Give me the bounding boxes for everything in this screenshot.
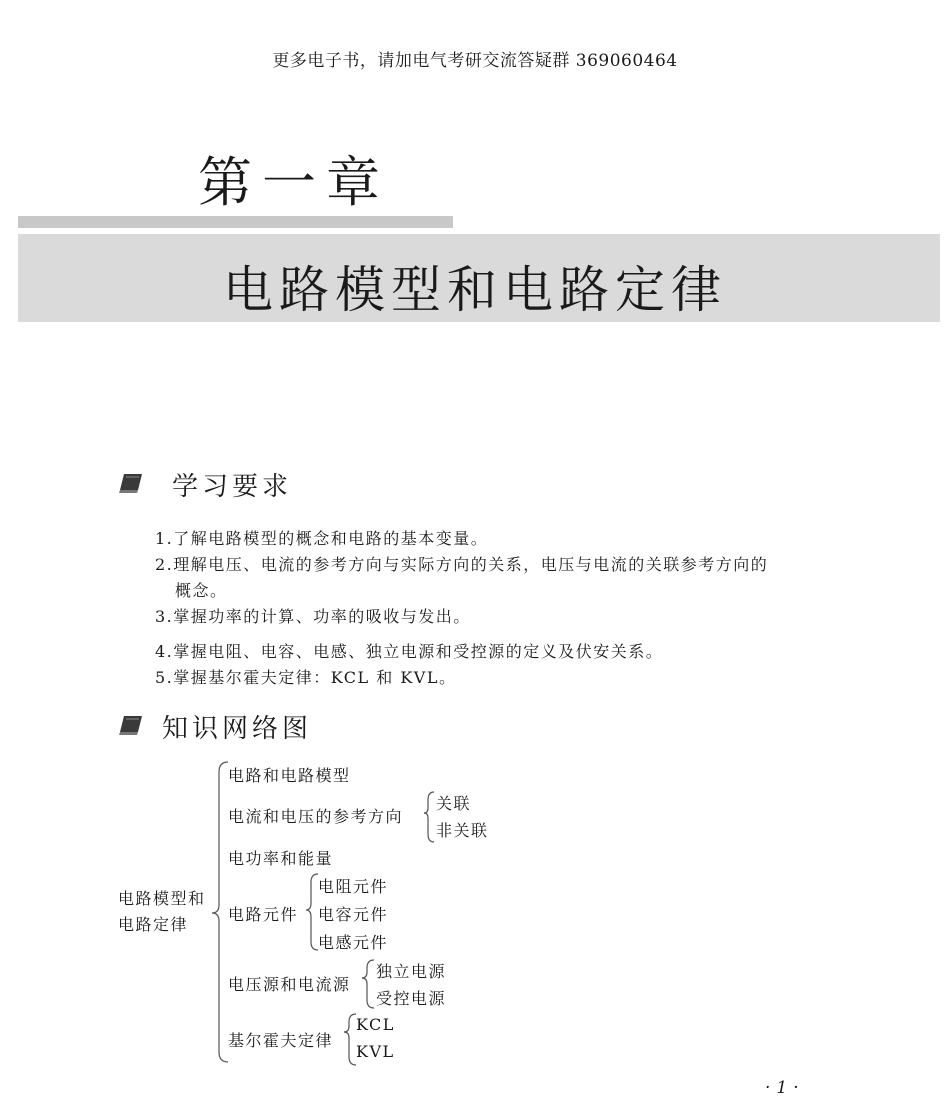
chapter-title: 电路模型和电路定律 xyxy=(223,261,727,319)
chapter-number: 第一章 xyxy=(198,151,390,214)
page-number: ·1· xyxy=(765,1078,805,1098)
map-leaf: 独立电源 xyxy=(376,962,447,981)
map-leaf: KVL xyxy=(356,1042,395,1061)
kirchhoff-brace xyxy=(344,1014,356,1065)
map-leaf: KCL xyxy=(356,1015,395,1034)
map-root-line: 电路定律 xyxy=(118,915,189,934)
ref-direction-brace xyxy=(424,792,434,842)
map-leaf: 电感元件 xyxy=(318,933,389,952)
map-leaf: 受控电源 xyxy=(376,989,447,1008)
map-leaf: 电阻元件 xyxy=(318,877,389,896)
elements-brace xyxy=(306,874,318,950)
map-leaf: 关联 xyxy=(436,794,472,813)
requirement-item: 5.掌握基尔霍夫定律：KCL 和 KVL。 xyxy=(155,668,457,687)
map-node-elements: 电路元件 xyxy=(228,905,299,924)
knowledge-map-heading: 知识网络图 xyxy=(162,714,313,744)
requirement-item: 概念。 xyxy=(175,581,228,600)
map-root-line: 电路模型和 xyxy=(118,889,206,908)
map-leaf: 电容元件 xyxy=(318,905,389,924)
map-leaf: 非关联 xyxy=(436,821,489,840)
top-banner: 更多电子书，请加电气考研交流答疑群 369060464 xyxy=(272,51,678,71)
requirement-item: 4.掌握电阻、电容、电感、独立电源和受控源的定义及伏安关系。 xyxy=(155,642,664,661)
map-node-circuit-model: 电路和电路模型 xyxy=(228,766,351,785)
map-node-kirchhoff: 基尔霍夫定律 xyxy=(228,1031,334,1050)
map-node-sources: 电压源和电流源 xyxy=(228,975,351,994)
requirement-item: 1.了解电路模型的概念和电路的基本变量。 xyxy=(155,529,489,548)
main-brace xyxy=(212,762,228,1062)
sources-brace xyxy=(362,960,374,1008)
map-node-power: 电功率和能量 xyxy=(228,849,334,868)
map-node-reference-direction: 电流和电压的参考方向 xyxy=(228,807,404,826)
requirement-item: 3.掌握功率的计算、功率的吸收与发出。 xyxy=(155,607,471,626)
requirement-item: 2.理解电压、电流的参考方向与实际方向的关系，电压与电流的关联参考方向的 xyxy=(155,555,769,574)
requirements-heading: 学习要求 xyxy=(172,472,293,502)
